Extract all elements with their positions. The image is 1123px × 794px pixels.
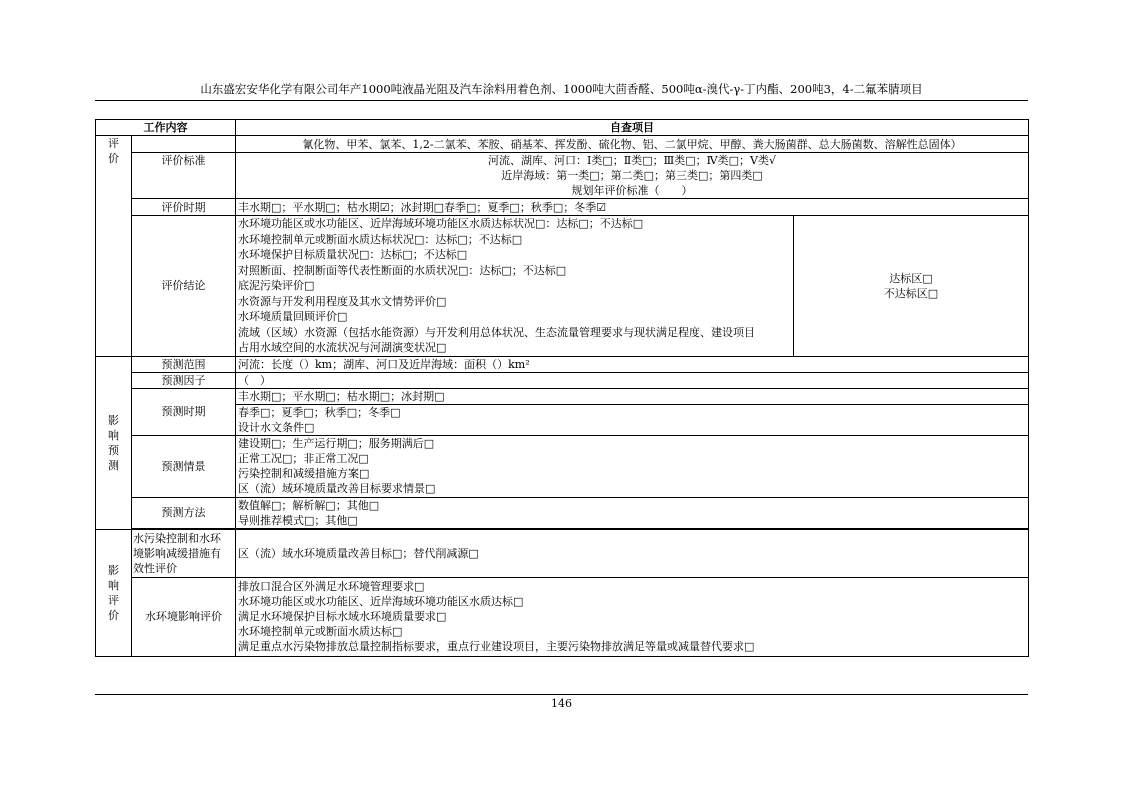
table-row (96, 529, 1029, 577)
predict-period-label: 预测时期 (132, 388, 236, 435)
assess-impact-label: 水环境影响评价 (132, 577, 236, 656)
predict-method-label: 预测方法 (132, 497, 236, 528)
table-row (96, 216, 1029, 357)
eval-conclusion-label: 评价结论 (132, 216, 236, 357)
page-number: 146 (551, 697, 572, 710)
predict-range-value: 河流：长度（）km；湖库、河口及近岸海域：面积（）km² (236, 356, 1029, 372)
eval-period-label: 评价时期 (132, 199, 236, 216)
table-row (96, 356, 1029, 372)
table-row (96, 435, 1029, 497)
page-header-title: 山东盛宏安华化学有限公司年产1000吨液晶光阻及汽车涂料用着色剂、1000吨大茴香醛、500吨α-溴代-γ-丁内酯、200吨3，4-二氟苯腈项目 (200, 82, 923, 96)
predict-factor-value: （ ） (236, 372, 1029, 388)
table-row (96, 404, 1029, 435)
predict-range-label: 预测范围 (132, 356, 236, 372)
assess-mitigation-value: 区（流）域水环境质量改善目标□；替代削减源□ (236, 529, 1029, 577)
footer-divider (95, 694, 1028, 695)
predict-method-value: 数值解□；解析解□；其他□ 导则推荐模式□；其他□ (236, 497, 1029, 528)
table-row (96, 372, 1029, 388)
table-row (96, 577, 1029, 656)
table-row (96, 497, 1029, 528)
col-header-work-content: 工作内容 (96, 120, 236, 136)
assess-mitigation-label: 水污染控制和水环 境影响减缓措施有 效性评价 (132, 529, 236, 577)
group-label-impact-prediction: 影 响 预 测 (96, 356, 132, 529)
predict-period-value-b: 春季□；夏季□；秋季□；冬季□ 设计水文条件□ (236, 404, 1029, 435)
predict-factor-label: 预测因子 (132, 372, 236, 388)
group-label-impact-assessment: 影 响 评 价 (96, 529, 132, 656)
eval-factors-label (132, 136, 236, 153)
assess-impact-value: 排放口混合区外满足水环境管理要求□ 水环境功能区或水功能区、近岸海域环境功能区水质达标□ 满足水环境保护目标水域水环境质量要求□ 水环境控制单元或断面水质达标□ 满足重点水污染物排放总量控制指标要求，重点行业建设项目，主要污染物排放满足等量或减量替代要求□ (236, 577, 1029, 656)
predict-scenario-label: 预测情景 (132, 435, 236, 497)
table-row (96, 136, 1029, 153)
header-divider (95, 100, 1028, 101)
col-header-check-items: 自查项目 (236, 120, 1029, 136)
table-row (96, 153, 1029, 199)
predict-period-value-a: 丰水期□；平水期□；枯水期□；冰封期□ (236, 388, 1029, 404)
group-label-evaluation: 评 价 (96, 136, 132, 357)
self-check-table (95, 119, 1029, 657)
table-row (96, 199, 1029, 216)
eval-conclusion-value: 水环境功能区或水功能区、近岸海域环境功能区水质达标状况□：达标□；不达标□ 水环境控制单元或断面水质达标状况□：达标□；不达标□ 水环境保护目标质量状况□：达标□；不达标□ 对照断面、控制断面等代表性断面的水质状况□：达标□；不达标□ 底泥污染评价□ 水资源与开发利用程度及其水文情势评价□ 水环境质量回顾评价□ 流域（区域）水资源（包括水能资源）与开发利用总体状况、生态流量管理要求与现状满足程度、建设项目 占用水域空间的水流状况与河湖演变状况□ (236, 216, 794, 357)
predict-scenario-value: 建设期□；生产运行期□；服务期满后□ 正常工况□；非正常工况□ 污染控制和减缓措施方案□ 区（流）域环境质量改善目标要求情景□ (236, 435, 1029, 497)
eval-standard-value: 河流、湖库、河口：Ⅰ类□；Ⅱ类□；Ⅲ类□；Ⅳ类□；Ⅴ类√ 近岸海域：第一类□；第二类□；第三类□；第四类□ 规划年评价标准（ ） (236, 153, 1029, 199)
table-header-row (96, 120, 1029, 136)
eval-factors-value: 氰化物、甲苯、氯苯、1,2-二氯苯、苯胺、硝基苯、挥发酚、硫化物、铝、二氯甲烷、甲醇、粪大肠菌群、总大肠菌数、溶解性总固体） (236, 136, 1029, 153)
table-row (96, 388, 1029, 404)
eval-conclusion-attainment: 达标区□ 不达标区□ (794, 216, 1029, 357)
eval-period-value: 丰水期□；平水期□；枯水期☑；冰封期□春季□；夏季□；秋季□；冬季☑ (236, 199, 1029, 216)
eval-standard-label: 评价标准 (132, 153, 236, 199)
